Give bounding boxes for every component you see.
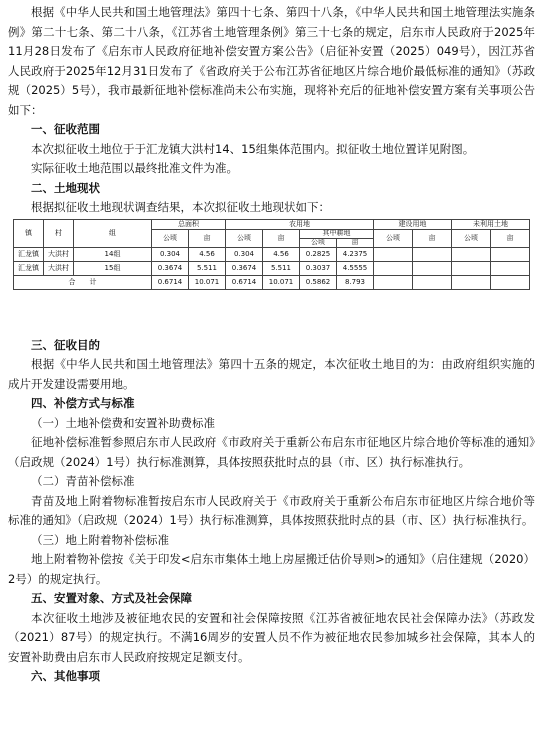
cell-value: 4.2375	[337, 247, 374, 261]
header-village: 村	[44, 219, 74, 247]
unit-mu: 亩	[337, 238, 374, 247]
table-row	[14, 247, 530, 261]
section-1-heading: 一、征收范围	[31, 122, 100, 136]
total-value: 10.071	[263, 275, 300, 289]
section-1-note: 实际征收土地范围以最终批准文件为准。	[31, 161, 238, 175]
spacer	[8, 290, 535, 336]
header-town: 镇	[14, 219, 44, 247]
cell-value	[491, 247, 530, 261]
cell-value: 4.56	[263, 247, 300, 261]
unit-ha: 公顷	[374, 229, 413, 247]
header-construction-land: 建设用地	[374, 219, 452, 229]
header-unused-land: 未利用土地	[452, 219, 530, 229]
section-1-text: 本次拟征收土地位于于汇龙镇大洪村14、15组集体范围内。拟征收土地位置详见附图。	[31, 141, 475, 156]
section-3-heading: 三、征收目的	[31, 337, 100, 352]
total-value	[413, 275, 452, 289]
header-total-area: 总面积	[152, 219, 226, 229]
subsection-4-3-text: 地上附着物补偿按《关于印发<启东市集体土地上房屋搬迁估价导则>的通知》（启住建规（2020）2号）的规定执行。	[8, 552, 535, 586]
section-3-text: 根据《中华人民共和国土地管理法》第四十五条的规定，本次征收土地目的为：由政府组织实施的成片开发建设需要用地。	[8, 357, 535, 391]
total-value: 0.6714	[226, 275, 263, 289]
cell-town: 汇龙镇	[14, 261, 44, 275]
cell-value	[374, 261, 413, 275]
cell-village: 大洪村	[44, 261, 74, 275]
section-2-heading: 二、土地现状	[31, 180, 100, 195]
cell-value: 4.5555	[337, 261, 374, 275]
header-cultivated: 其中耕地	[300, 229, 374, 238]
total-value: 0.5862	[300, 275, 337, 289]
cell-value	[491, 261, 530, 275]
cell-value	[413, 261, 452, 275]
subsection-4-2-heading: （二）青苗补偿标准	[31, 474, 135, 488]
table-total-row	[14, 275, 530, 289]
cell-value	[374, 247, 413, 261]
subsection-4-1-text: 征地补偿标准暂参照启东市人民政府《市政府关于重新公布启东市征地区片综合地价等标准的通知》（启政规（2024）1号）执行标准测算，具体按照获批时点的县（市、区）执行标准执行。	[8, 435, 535, 469]
section-2-text: 根据拟征收土地现状调查结果，本次拟征收土地现状如下：	[31, 200, 330, 214]
total-value: 8.793	[337, 275, 374, 289]
unit-mu: 亩	[491, 229, 530, 247]
cell-value: 0.3037	[300, 261, 337, 275]
cell-town: 汇龙镇	[14, 247, 44, 261]
unit-ha: 公顷	[152, 229, 189, 247]
header-farmland: 农用地	[226, 219, 374, 229]
unit-mu: 亩	[413, 229, 452, 247]
unit-ha: 公顷	[300, 238, 337, 247]
cell-value	[452, 261, 491, 275]
cell-value: 5.511	[189, 261, 226, 275]
total-value: 10.071	[189, 275, 226, 289]
subsection-4-1-heading: （一）土地补偿费和安置补助费标准	[31, 415, 215, 430]
total-value: 0.6714	[152, 275, 189, 289]
cell-value: 0.304	[152, 247, 189, 261]
intro-paragraph: 根据《中华人民共和国土地管理法》第四十七条、第四十八条，《中华人民共和国土地管理法实施条例》第二十七条、第二十八条，《江苏省土地管理条例》第三十七条的规定，启东市人民政府于2025年11月28日发布了《启东市人民政府征地补偿安置方案公告》（启征补安置（2025）049号），因江苏省人民政府于2025年12月31日发布了《省政府关于公布江苏省征地区片综合地价最低标准的通知》（苏政规（2025）5号），我市最新征地补偿标准尚未公布实施，现将补充后的征地补偿安置方案有关事项公告如下：	[8, 5, 535, 117]
cell-value: 4.56	[189, 247, 226, 261]
section-4-heading: 四、补偿方式与标准	[31, 396, 135, 410]
total-value	[491, 275, 530, 289]
section-6-heading: 六、其他事项	[31, 669, 100, 683]
cell-group: 14组	[74, 247, 152, 261]
subsection-4-3-heading: （三）地上附着物补偿标准	[31, 532, 169, 547]
cell-group: 15组	[74, 261, 152, 275]
unit-mu: 亩	[189, 229, 226, 247]
cell-value: 0.304	[226, 247, 263, 261]
announcement-document	[8, 3, 535, 687]
cell-value: 0.3674	[152, 261, 189, 275]
unit-ha: 公顷	[226, 229, 263, 247]
unit-ha: 公顷	[452, 229, 491, 247]
cell-village: 大洪村	[44, 247, 74, 261]
cell-value: 0.3674	[226, 261, 263, 275]
total-value	[374, 275, 413, 289]
subsection-4-2-text: 青苗及地上附着物标准暂按启东市人民政府关于《市政府关于重新公布启东市征地区片综合地价等标准的通知》（启政规（2024）1号）执行标准测算，具体按照获批时点的县（市、区）执行标准执行。	[8, 493, 535, 527]
cell-value: 0.2825	[300, 247, 337, 261]
total-value	[452, 275, 491, 289]
land-status-table	[13, 219, 530, 290]
cell-value	[413, 247, 452, 261]
section-5-heading: 五、安置对象、方式及社会保障	[31, 591, 192, 605]
cell-value: 5.511	[263, 261, 300, 275]
header-group: 组	[74, 219, 152, 247]
total-label: 合 计	[14, 275, 152, 289]
cell-value	[452, 247, 491, 261]
section-5-text: 本次征收土地涉及被征地农民的安置和社会保障按照《江苏省被征地农民社会保障办法》（苏政发（2021）87号）的规定执行。不满16周岁的安置人员不作为被征地农民参加城乡社会保障，其本人的安置补助费由启东市人民政府按规定足额支付。	[8, 610, 535, 664]
table-row	[14, 261, 530, 275]
unit-mu: 亩	[263, 229, 300, 247]
